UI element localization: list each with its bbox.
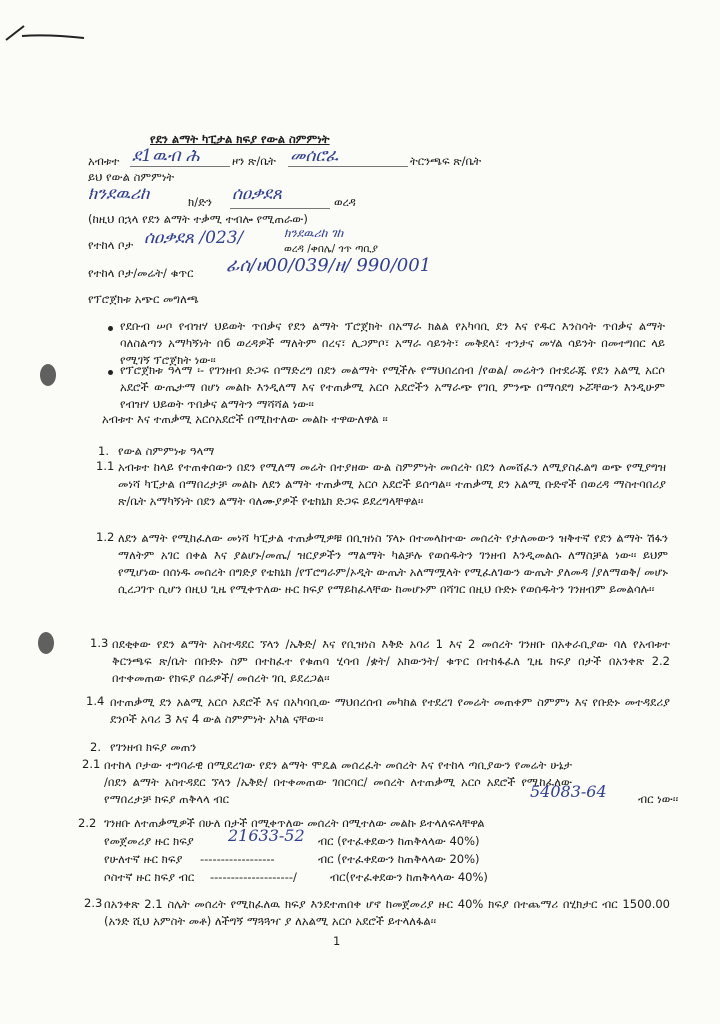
section-2-number: 2. [90,740,101,754]
bullet-text-1: የደቡብ ሠቦ የብዝሃ ህይወት ጥበቃና የደን ልማት ፕሮጀክት በአማራ ክልል የአካባቢ ደን እና የዱር እንስሳት ጥበቃና ልማት ባለስልጣን አማካኝነት በ6 ወረዳዎች ማለትም በረና፣ ሊጋምቦ፣ አማራ ሳይንት፣ መቅደላ፣ ተንታና መሃል ሳይንት በመተግበር ላይ የሚገኝ ፕሮጀክት ነው፡፡ [120,319,665,367]
zone-name-handwritten: መሰሮፈ [290,146,339,166]
party-note: (ከዚህ በኋላ የደን ልማት ተቃሚ ተብሎ የሚጠራው) [88,212,308,226]
payment-row-suffix: ብር (የተፈቀደውን ከጠቅላላው 40%) [318,834,480,848]
clause-2-1-suffix: ብር ነው፡፡ [638,792,679,806]
contract-line: ይህ የውል ስምምነት [88,170,175,184]
clause-2-1-text: በተከላ ቦታው ተግባራዊ በሚደረገው የደን ልማት ሞዴል መሰረፈት መሰረት እና የተከላ ጣቢያውን የመሬት ሁኔታ /በደን ልማት አስተዳደር ኘላን /ኤቅድ/ በተቀመጠው ገበርባር/ መሰረት ለተጠቃሚ አርሶ አደሮች የሚከፈለው የማበረታቻ ክፍያ ጠቅላላ ብር [104,758,572,806]
clause-number: 1.3 [90,636,109,650]
project-summary-heading: የፕሮጀክቱ አጭር መግለጫ [88,292,199,306]
payment-row-amount: --------------------/ [210,870,297,884]
district-name-handwritten: ክንደዉሪከ [88,184,150,204]
payment-row-label: የመጀመሪያ ዙር ክፍያ [104,834,194,848]
payment-row-suffix: ብር (የተፈቀደውን ከጠቅላላው 20%) [318,852,480,866]
pen-scribble-mark [2,22,92,52]
section-2-title: የገንዘብ ክፍያ መጠን [110,740,197,754]
payment-row-suffix: ብር(የተፈቀደውን ከጠቅላላው 40%) [330,870,488,884]
clause-number: 1.4 [86,694,105,708]
bullet-marker [108,370,113,375]
fill-line [130,166,230,167]
code-label: የተከላ ቦታ/መሬት/ ቁጥር [88,266,194,280]
payment-row-label: የሁለተኛ ዙር ክፍያ [104,852,183,866]
punch-hole [38,632,54,654]
section-1-number: 1. [98,444,109,458]
clause-2-3-text: በአንቀጽ 2.1 ስሌት መሰረት የሚከፈለዉ ክፍያ እንደተጠበቀ ሆኖ ከመጀመሪያ ዙር 40% ክፍያ በተጨማሪ በሂክታር ብር 1500.00 (አንድ ሺህ አምስት መቶ) ለችግኝ ማጓጓዣ ያ ለአልሚ አርሶ አደሮች ይተላለፋል፡፡ [104,897,670,928]
clause-1-3-text: በደቂቀው የደን ልማት አስተዳደር ኘላን /ኤቅድ/ እና የቢዝነስ እቅድ አባሪ 1 እና 2 መሰረት ገንዘቡ በአቀራቢያው ባለ የአብቱተ ቅርንጫፍ ጽ/ቤት በቡድኑ ስም በተከፈተ የቁጠባ ሂሳብ /ቋት/ አክውንት/ ቁጥር በተከፋፈለ ጊዜ ክፍያ በታች በአንቀጽ 2.2 በተቀመጠው የክፍያ ሰሬዎች/ መሰረት ገቢ ይደረጋል፡፡ [112,637,670,685]
bullet-marker [108,326,113,331]
office-label: ትርንጫፍ ጽ/ቤት [410,154,482,168]
clause-number: 2.2 [78,816,97,830]
party-prefix: አብቱተ [88,154,120,168]
location-sub-label: ወረዳ /ቀበሌ/ ጎጥ ጣቢያ [284,243,378,255]
clause-number: 2.3 [84,896,103,910]
payment-row-label: ሶስተኛ ዙር ክፍያ ብር [104,870,195,884]
zone-label: ዞን ጽ/ቤት [232,154,276,168]
clause-1-4-text: በተጠቃሚ ደን አልሚ አርሶ አደሮች እና በአካባቢው ማህበረሰብ መካከል የተደረገ የመሬት መጠቀም ስምምነ እና የቡድኑ መተዳደሪያ ደንቦች አባሪ 3 እና 4 ውል ስምምነት አካል ናቸው፡፡ [110,695,670,726]
clause-1-1-text: አብቱተ ከላይ የተጠቀሰውን በደን የሚለማ መሬት በተያዘው ውል ስምምነት መሰረት በደን ለመሸፈን ለሚያስፈልግ ወጭ የሚያግዝ መነሻ ካፒታል በማበረታቻ መልኩ ለደን ልማት ተጠቃሚ አርሶ አደሮች ይሰጣል፡፡ ተጠቃሚ ደን አልሚ ቡድኖች በወረዳ ማስተባበሪያ ጽ/ቤት አማካኝነት በደን ልማት ባለሙያዎች የቴክኒክ ድጋፍ ይደረግላቸዋል፡፡ [118,460,666,508]
woreda-label: ወረዳ [334,195,356,209]
section-1-title: የውል ስምምነቱ ዓላማ [118,444,215,458]
party-name-handwritten: ደ1ዉብ ሕ [132,146,200,166]
clause-2-1-amount-handwritten: 54083-64 [530,782,607,801]
payment-row-amount: ------------------ [200,852,275,866]
intro-text: አብቱተ እና ተጠቃሚ አርሶአደሮች በሚከተለው መልኩ ተዋውለዋል ፡፡ [102,412,388,426]
district-label: ክ/ድን [188,195,213,209]
bullet-text-2: የፕሮጀክቱ ዓላማ ፡- የገንዘብ ድጋፍ በማድረግ በደን መልማት የሚችሉ የማህበረሰብ /የወል/ መሬትን በተደራጁ የደን አልሚ አርሶ አደሮች ውጤታማ በሆነ መልኩ እንዲለማ እና የተጠቃሚ አርሶ አደሮችን አማራጭ የገቢ ምንጭ በማሳደግ ኑሯቸውን እንዲሁም የብዝሃ ህይወት ጥበቃና ልማትን ማሻሻል ነው፡፡ [120,363,665,411]
page-number: 1 [333,934,341,948]
punch-hole [40,364,56,386]
clause-number: 2.1 [82,757,101,771]
fill-line [230,208,330,209]
code-value-handwritten: ፊሰ/ሀ00/039/ዘ/ 990/001 [226,255,432,276]
clause-number: 1.1 [96,459,115,473]
location-label: የተከላ ቦታ [88,238,134,252]
clause-number: 1.2 [96,530,115,544]
clause-2-2-lead: ገንዘቡ ለተጠቃሚዎች በሁለ በታች በሚቀጥለው መሰረት በሚተለው መልኩ ይተላለፍላቸዋል [104,816,485,830]
location-value-handwritten: ሰዐቃደጸ /023/ [144,228,244,248]
location-sub-handwritten: ክንደዉሪከ ገከ [284,226,344,240]
woreda-name-handwritten: ሰዐቃደጸ [232,184,282,204]
payment-row-amount-handwritten: 21633-52 [228,826,305,845]
document-title: የደን ልማት ካፒታል ክፍያ የውል ስምምነት [150,132,330,146]
clause-1-2-text: ለደን ልማት የሚከፈለው መነሻ ካፒታል ተጠቃሚዎቹ በቢዝነስ ኘላኑ በተመላከተው መሰረት የታለመውን ዝቅተኛ የደን ልማት ሽፋን ማለትም አገር በቀል እና ያልሆኑ/መጤ/ ዝርያዎችን ማልማት ካልቻሉ የወሰዱትን ገንዘብ እንዲመልሱ ለማስቻል ነው፡፡ ይህም የሚሆነው በሰነዱ መሰረት በግድያ የቴክኒክ /የፕሮግራም/ኦዲት ውጤት አለማሟላት የሚፈለገውን ውጤት ያለመዳ /ያለማወቅ/ መሆኑ ሲረጋገጥ ሲሆን በዚህ ጊዜ የሚቀጥለው ዙር ክፍያ የማይከፈላቸው ከመሆኑም በሻገር በዚህ ቡድኑ የወሰዱትን ገንዘብም ይመልሳሉ፡፡ [118,531,668,596]
fill-line [288,166,408,167]
